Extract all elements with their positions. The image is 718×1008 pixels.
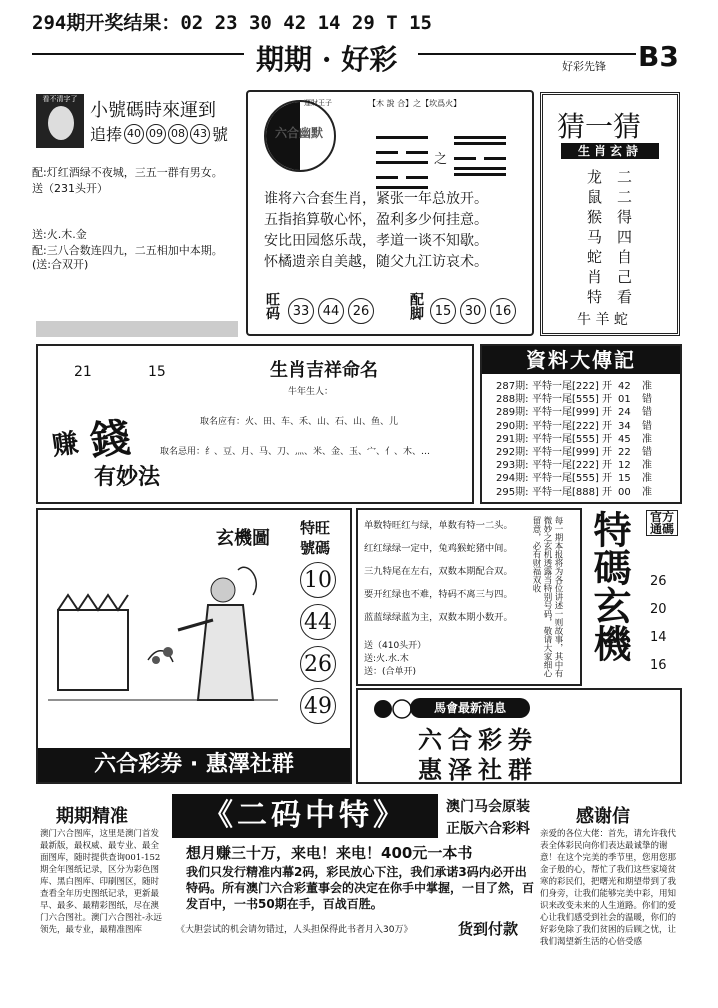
wang-number: 33 (288, 298, 314, 324)
xuanji-number: 10 (300, 562, 336, 598)
tema-number: 14 (650, 630, 667, 645)
xuanji-side-title: 特旺號碼 (300, 519, 331, 557)
logo-qian: 錢 (88, 415, 133, 465)
pei-numbers (430, 298, 516, 324)
guess-char: 猴 (587, 208, 603, 226)
wang-label: 旺码 (264, 292, 280, 320)
record-cell-num: 24 (618, 407, 631, 419)
record-cell-issue: 293期: (496, 460, 529, 472)
verse-line: 红红绿绿一定中，兔鸡猴蛇猪中间。 (364, 543, 513, 554)
footer-right-text: 亲爱的各位大佬：首先，请允许我代表全体彩民向你们表达最诚挚的谢意！在这个完美的季节里，您用您那金子般的心，帮忙了我们这些家境贫寒的彩民们，把曙光和期望带到了我们身旁，让我们能够完美中彩，用知识来改变未来的人生道路。你们的爱心让我们感受到社会的温暖，你们的好彩免除了我们贫困的后顾之忧，让我们渴望新生活的心倍受感 (540, 829, 677, 947)
guess-col2 (617, 167, 632, 307)
record-table (496, 380, 656, 499)
news-badge: 馬會最新消息 (410, 698, 530, 718)
record-cell-status: 开 (602, 486, 612, 498)
avatar-caption: 看不清字了 (42, 95, 78, 103)
poem-verse: 五指掐算敬心怀，盈利多少何挂意。 (264, 212, 488, 228)
record-cell-num: 12 (618, 460, 631, 472)
record-cell-num: 15 (618, 473, 631, 485)
record-cell-issue: 289期: (496, 407, 529, 419)
guess-answer: 牛 羊 蛇 (577, 312, 628, 328)
wang-number: 44 (318, 298, 344, 324)
record-cell-status: 开 (602, 473, 612, 485)
record-cell-desc: 平特一尾[999] (532, 407, 599, 419)
poem-title: 【木 說 合】之【坎爲火】 (368, 99, 462, 108)
verse-extra-line: 送（410头开） (364, 641, 427, 651)
tema-number: 16 (650, 658, 667, 673)
record-box (480, 344, 682, 504)
logo-main: 六合幽默 (274, 126, 323, 140)
draw-result: 294期开奖结果：02 23 30 42 14 29 T 15 (32, 12, 432, 34)
verse-vertical: 每一期本报将为各位讲述一则故事，其中有微妙之玄机透露当特别号码，敬请大家细心留意，必有财福双收 (531, 516, 563, 678)
footer-pay: 货到付款 (458, 920, 519, 938)
wang-number: 26 (348, 298, 374, 324)
record-title: 資料大傳記 (482, 346, 680, 374)
footer-left-text: 澳门六合图库，这里是澳门首发最新版，最权威、最专业、最全面图库，随时提供查询001-152期全年图纸记录，区分为彩色图库、黑白图库、印刷图区，随时查看全年历史图纸记录，更新最早、最多、最精彩图纸，尽在澳门六合图社。澳门六合图社-永远领先，最专业，最精准图库 (40, 829, 162, 935)
poster-line: 配:三八合数连四九，二五相加中本期。 (32, 244, 223, 257)
verse-box (356, 508, 582, 686)
chase-number: 40 (124, 124, 144, 144)
footer-note: 《大胆尝试的机会请勿错过，人头担保得此书者月入30万》 (176, 925, 413, 935)
record-row (496, 472, 656, 485)
footer-center-side1: 澳门马会原装 (446, 799, 530, 815)
guess-subtitle: 生肖玄詩 (561, 143, 659, 159)
xuanji-number: 44 (300, 604, 336, 640)
logo-zhuan: 赚 (50, 428, 81, 462)
record-cell-num: 01 (618, 394, 631, 406)
balls-icon (372, 698, 416, 724)
pei-number: 15 (430, 298, 456, 324)
logo-top: 運財王子 (304, 99, 332, 107)
chase-number: 09 (146, 124, 166, 144)
wang-numbers (288, 298, 374, 324)
verse-lines (364, 514, 513, 629)
xuanji-number: 26 (300, 646, 336, 682)
record-cell-result: 准 (642, 433, 652, 445)
xuanji-number-list (300, 562, 350, 724)
record-cell-issue: 294期: (496, 473, 529, 485)
guess-char: 自 (617, 248, 633, 266)
verse-line: 单数特旺红与绿，单数有特一二头。 (364, 520, 513, 531)
record-cell-result: 准 (642, 473, 652, 485)
xuanji-picture (48, 550, 278, 728)
tema-number-list (650, 568, 667, 680)
poem-verse: 安比田园悠乐哉，孝道一谈不知歇。 (264, 233, 488, 249)
poster-line: 配:灯红酒绿不夜城，三五一群有男女。 (32, 166, 223, 179)
xuanji-number: 49 (300, 688, 336, 724)
record-cell-desc: 平特一尾[555] (532, 394, 599, 406)
naming-sub: 牛年生人： (288, 387, 334, 397)
poster-line: 送:火.木.金 (32, 228, 87, 241)
logo-youmiaofa: 有妙法 (94, 465, 161, 490)
record-row (496, 486, 656, 499)
record-cell-result: 准 (642, 460, 652, 472)
record-cell-issue: 292期: (496, 447, 529, 459)
record-cell-desc: 平特一尾[555] (532, 433, 599, 445)
record-cell-status: 开 (602, 420, 612, 432)
poster-headline: 小號碼時來運到 (90, 100, 216, 121)
header-rule-right (418, 53, 636, 55)
record-cell-result: 准 (642, 381, 652, 392)
record-cell-num: 00 (618, 486, 631, 498)
verse-extra-line: 送：(合单开) (364, 667, 417, 677)
xuanji-label: 玄機圖 (216, 528, 270, 549)
record-cell-result: 错 (642, 407, 652, 419)
news-line2: 惠泽社群 (418, 756, 538, 784)
record-row (496, 433, 656, 446)
scholar-illustration-icon (48, 550, 278, 728)
guess-box (540, 92, 680, 336)
record-cell-status: 开 (602, 447, 612, 459)
poster-box (32, 90, 244, 308)
page-code: B3 (638, 40, 679, 73)
poster-line: (送:合双开) (32, 258, 89, 271)
chase-number: 08 (168, 124, 188, 144)
verse-line: 蓝蓝绿绿蓝为主，双数本期小数开。 (364, 612, 513, 623)
tema-number: 26 (650, 574, 667, 589)
record-cell-num: 42 (618, 381, 631, 392)
chase-row (90, 122, 228, 145)
guess-char: 看 (617, 288, 633, 306)
verse-line: 要开红绿也不难，特码不离三与四。 (364, 589, 513, 600)
footer-center-side2: 正版六合彩料 (446, 821, 530, 837)
xuanji-box (36, 508, 352, 784)
record-row (496, 406, 656, 419)
trigram-right-icon (454, 136, 506, 179)
footer-body: 我们只发行精准内幕2码，彩民放心下注，我们承诺3码内必开出特码。所有澳门六合彩董事会的决定在你手中掌握，一目了然，百发百中，一书50期在手，百战百胜。 (186, 865, 535, 911)
chase-suffix: 號 (212, 125, 229, 144)
record-cell-desc: 平特一尾[555] (532, 473, 599, 485)
record-cell-status: 开 (602, 407, 612, 419)
record-row (496, 446, 656, 459)
chase-prefix: 追捧 (90, 125, 123, 144)
trigram-left-icon (376, 136, 428, 192)
guess-char: 鼠 (587, 188, 603, 206)
record-cell-desc: 平特一尾[888] (532, 486, 599, 498)
poster-line: 送（231头开） (32, 182, 108, 195)
record-cell-num: 45 (618, 433, 631, 445)
tema-title: 特碼玄機 (587, 510, 631, 662)
slogan: 好彩先锋 (562, 60, 606, 73)
news-box (356, 688, 682, 784)
guess-char: 得 (617, 208, 633, 226)
poem-verse: 谁将六合套生肖，紧张一年总放开。 (264, 191, 488, 207)
record-cell-desc: 平特一尾[222] (532, 381, 599, 392)
record-cell-desc: 平特一尾[999] (532, 447, 599, 459)
pei-number: 30 (460, 298, 486, 324)
chase-number: 43 (190, 124, 210, 144)
record-cell-result: 准 (642, 486, 652, 498)
record-row (496, 459, 656, 472)
record-cell-issue: 290期: (496, 420, 529, 432)
record-cell-result: 错 (642, 420, 652, 432)
naming-box (36, 344, 474, 504)
tema-box (584, 508, 682, 686)
record-row (496, 393, 656, 406)
record-cell-result: 错 (642, 447, 652, 459)
record-cell-issue: 288期: (496, 394, 529, 406)
footer-promo: 想月赚三十万，来电！来电！400元一本书 (186, 844, 473, 862)
guess-char: 二 (617, 168, 633, 186)
footer-left-title: 期期精准 (56, 806, 128, 827)
grey-bar (36, 321, 238, 337)
guess-title: 猜一猜 (557, 110, 642, 143)
guess-char: 蛇 (587, 248, 603, 266)
footer-center-panel (172, 790, 542, 940)
guess-char: 肖 (587, 268, 603, 286)
footer-right-title: 感谢信 (576, 806, 630, 827)
poem-verse: 怀橘遗亲自美越，随父九江访哀术。 (264, 254, 488, 270)
naming-line2: 取名忌用：纟、豆、月、马、刀、灬、米、金、玉、宀、亻、木、… (160, 447, 431, 457)
guess-char: 龙 (587, 168, 603, 186)
record-cell-desc: 平特一尾[222] (532, 460, 599, 472)
record-cell-num: 22 (618, 447, 631, 459)
record-row (496, 420, 656, 433)
guess-char: 己 (617, 268, 633, 286)
news-line1: 六合彩券 (418, 726, 538, 754)
record-cell-num: 34 (618, 420, 631, 432)
xuanji-banner: 六合彩券 · 惠澤社群 (38, 748, 350, 782)
naming-title: 生肖吉祥命名 (270, 360, 378, 381)
avatar (36, 94, 84, 148)
record-cell-issue: 287期: (496, 381, 529, 392)
pei-number: 16 (490, 298, 516, 324)
verse-extra-line: 送:火.水.木 (364, 654, 409, 664)
header-rule-left (32, 53, 244, 55)
record-cell-result: 错 (642, 394, 652, 406)
verse-extra (364, 640, 426, 679)
guess-col1 (587, 167, 602, 307)
tema-number: 20 (650, 602, 667, 617)
record-cell-issue: 291期: (496, 433, 529, 445)
guess-char: 二 (617, 188, 633, 206)
record-cell-desc: 平特一尾[222] (532, 420, 599, 432)
footer-box (36, 790, 682, 947)
naming-line1: 取名应有：火、田、车、禾、山、石、山、鱼、儿 (200, 417, 399, 427)
masthead: 期期 · 好彩 (256, 43, 398, 76)
pei-label: 配脚 (408, 292, 424, 320)
record-cell-issue: 295期: (496, 486, 529, 498)
avatar-face (48, 106, 74, 140)
naming-num-b: 15 (148, 364, 166, 380)
naming-num-a: 21 (74, 364, 92, 380)
record-cell-status: 开 (602, 394, 612, 406)
record-cell-status: 开 (602, 460, 612, 472)
record-cell-status: 开 (602, 433, 612, 445)
guess-char: 四 (617, 228, 633, 246)
poem-connector: 之 (434, 152, 448, 167)
guess-char: 特 (587, 288, 603, 306)
record-row (496, 380, 656, 393)
tema-side-label: 官方通碼 (646, 510, 678, 536)
footer-center-title: 《二码中特》 (172, 794, 438, 838)
verse-line: 三九特尾在左右，双数本期配合双。 (364, 566, 513, 577)
guess-char: 马 (587, 228, 603, 246)
record-cell-status: 开 (602, 381, 612, 392)
poem-box (246, 90, 534, 336)
